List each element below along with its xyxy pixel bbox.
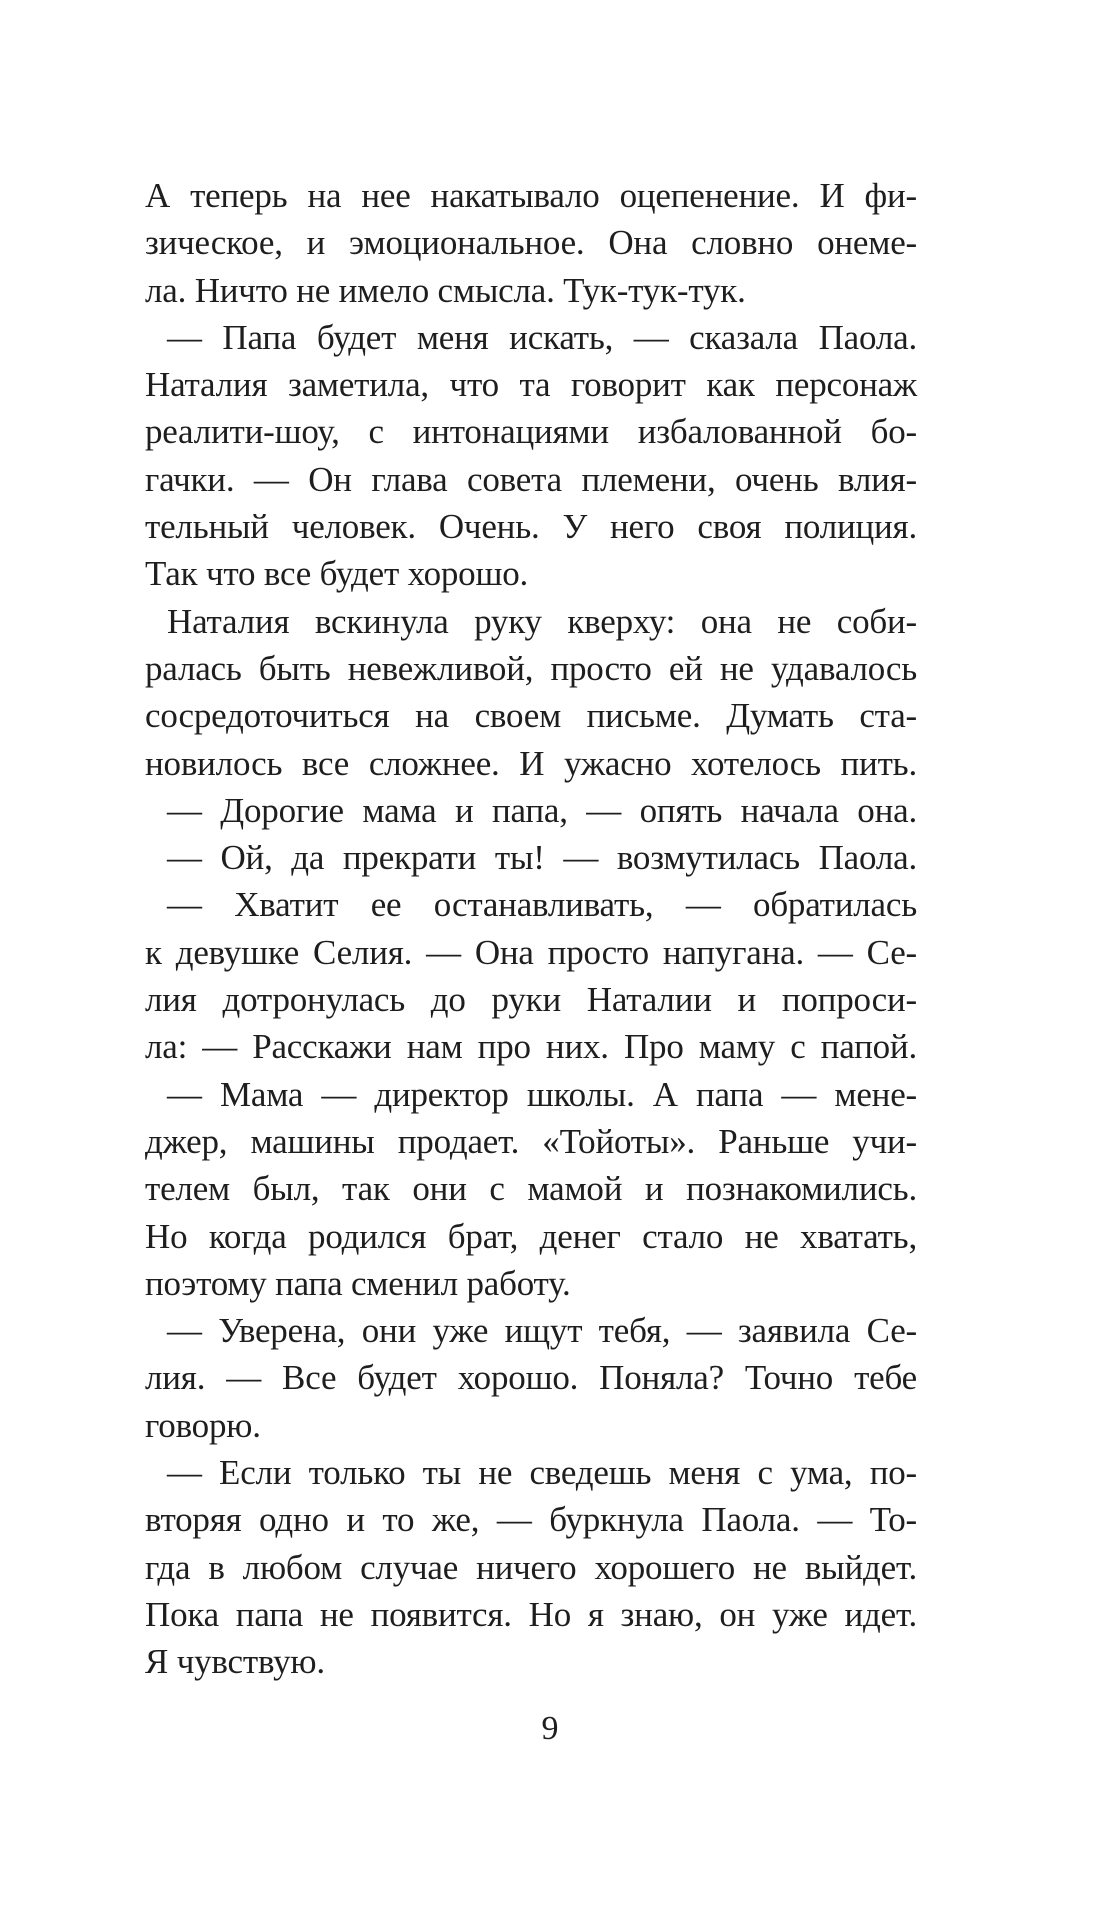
text-line: к девушке Селия. — Она просто напугана. — Се-: [145, 932, 917, 972]
page-number: 9: [541, 1710, 559, 1747]
text-line: — Уверена, они уже ищут тебя, — заявила Се-: [167, 1311, 917, 1351]
text-line: А теперь на нее накатывало оцепенение. И фи-: [145, 176, 917, 215]
text-line: Наталия вскинула руку кверху: она не соби-: [167, 601, 917, 641]
text-line: Так что все будет хорошо.: [145, 554, 529, 594]
text-line: тельный человек. Очень. У него своя полиция.: [145, 507, 917, 547]
body-text: [145, 172, 917, 1686]
text-line: лия дотронулась до руки Наталии и попроси-: [145, 980, 917, 1020]
text-line: говорю.: [145, 1405, 261, 1445]
text-line: вторяя одно и то же, — буркнула Паола. — То-: [145, 1500, 917, 1540]
text-line: зическое, и эмоциональное. Она словно онеме-: [145, 223, 917, 263]
text-line: ралась быть невежливой, просто ей не удавалось: [145, 648, 917, 688]
text-line: Но когда родился брат, денег стало не хватать,: [145, 1216, 917, 1256]
text-line: лия. — Все будет хорошо. Поняла? Точно тебе: [145, 1358, 917, 1398]
text-line: Пока папа не появится. Но я знаю, он уже идет.: [145, 1594, 917, 1634]
text-line: реалити-шоу, с интонациями избалованной бо-: [145, 412, 917, 452]
text-line: поэтому папа сменил работу.: [145, 1263, 571, 1303]
text-line: — Папа будет меня искать, — сказала Паола.: [167, 317, 917, 357]
text-line: — Если только ты не сведешь меня с ума, по-: [167, 1453, 917, 1493]
text-line: Я чувствую.: [145, 1642, 325, 1682]
text-line: — Дорогие мама и папа, — опять начала она.: [167, 790, 917, 830]
text-line: гда в любом случае ничего хорошего не выйдет.: [145, 1547, 917, 1587]
text-line: новилось все сложнее. И ужасно хотелось пить.: [145, 743, 917, 783]
text-line: джер, машины продает. «Тойоты». Раньше учи-: [145, 1121, 917, 1161]
text-line: телем был, так они с мамой и познакомились.: [145, 1169, 917, 1209]
text-line: — Ой, да прекрати ты! — возмутилась Паола.: [167, 838, 917, 878]
text-line: гачки. — Он глава совета племени, очень влия-: [145, 459, 917, 499]
text-line: — Мама — директор школы. А папа — мене-: [167, 1074, 917, 1114]
text-line: ла: — Расскажи нам про них. Про маму с папой.: [145, 1027, 917, 1067]
text-line: сосредоточиться на своем письме. Думать ста-: [145, 696, 917, 736]
text-line: — Хватит ее останавливать, — обратилась: [167, 885, 917, 925]
text-line: ла. Ничто не имело смысла. Тук-тук-тук.: [145, 270, 746, 310]
text-line: Наталия заметила, что та говорит как персонаж: [145, 365, 917, 405]
